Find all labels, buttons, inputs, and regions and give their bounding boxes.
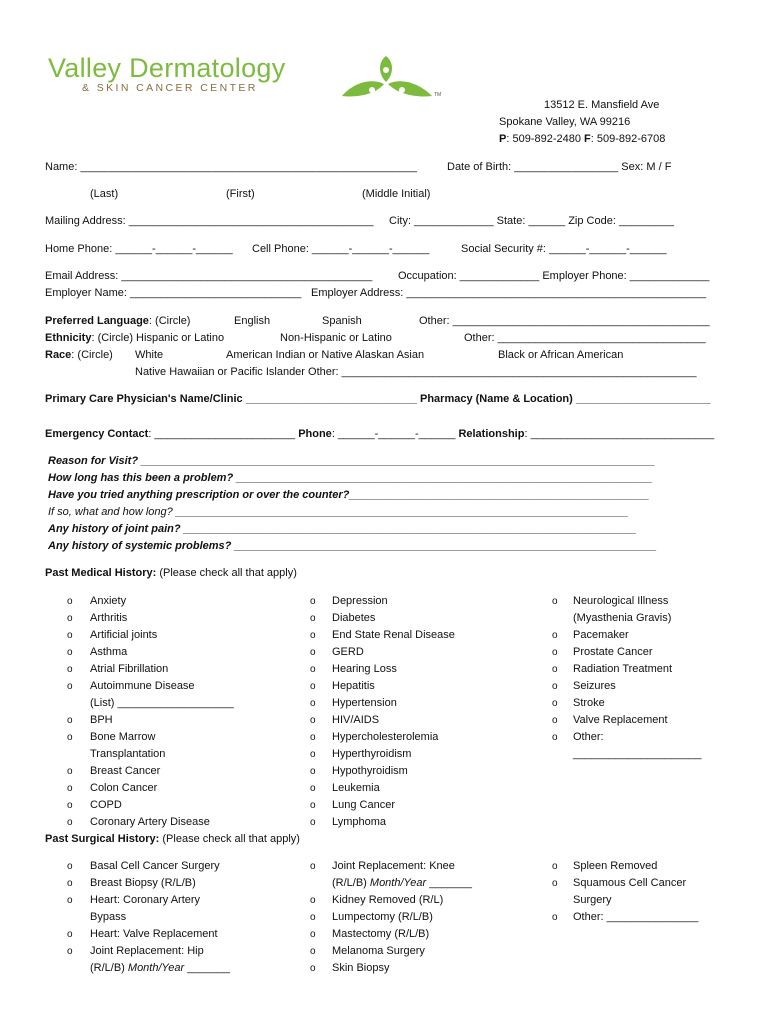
checkbox-bullet-icon[interactable]: o: [310, 800, 316, 811]
first-name-label: (First): [226, 188, 255, 200]
psh-hint: (Please check all that apply): [159, 833, 300, 845]
phone-fax-line: [499, 133, 665, 146]
checkbox-bullet-icon[interactable]: o: [310, 783, 316, 794]
employer-name-field[interactable]: Employer Name: ____________________________: [45, 287, 302, 299]
pmh-item: Breast Cancer: [90, 765, 161, 777]
pmh-item: Valve Replacement: [573, 714, 668, 726]
middle-initial-label: (Middle Initial): [362, 188, 431, 200]
checkbox-bullet-icon[interactable]: o: [310, 664, 316, 675]
pmh-item: Pacemaker: [573, 629, 629, 641]
checkbox-bullet-icon[interactable]: o: [310, 715, 316, 726]
checkbox-bullet-icon[interactable]: o: [310, 630, 316, 641]
ethnicity-non-hispanic-option[interactable]: Non-Hispanic or Latino: [280, 332, 392, 344]
ssn-field[interactable]: Social Security #: ______-______-______: [461, 243, 667, 255]
pmh-item: Seizures: [573, 680, 616, 692]
checkbox-bullet-icon[interactable]: o: [552, 878, 558, 889]
emergency-phone-line[interactable]: : ______-______-______: [331, 428, 459, 440]
checkbox-bullet-icon[interactable]: o: [67, 613, 73, 624]
checkbox-bullet-icon[interactable]: o: [67, 783, 73, 794]
psh-item: Mastectomy (R/L/B): [332, 928, 430, 940]
psh-item: Joint Replacement: Hip: [90, 945, 204, 957]
relationship-label: Relationship: [458, 428, 525, 440]
past-surgical-history-heading: [45, 833, 300, 846]
checkbox-bullet-icon[interactable]: o: [552, 698, 558, 709]
pmh-item: Anxiety: [90, 595, 127, 607]
psh-item: Heart: Coronary Artery: [90, 894, 201, 906]
pmh-item: Diabetes: [332, 612, 376, 624]
pmh-item: Lung Cancer: [332, 799, 395, 811]
checkbox-bullet-icon[interactable]: o: [67, 929, 73, 940]
psh-item: Joint Replacement: Knee: [332, 860, 455, 872]
checkbox-bullet-icon[interactable]: o: [67, 861, 73, 872]
checkbox-bullet-icon[interactable]: o: [552, 630, 558, 641]
checkbox-bullet-icon[interactable]: o: [67, 817, 73, 828]
checkbox-bullet-icon[interactable]: o: [310, 596, 316, 607]
checkbox-bullet-icon[interactable]: o: [310, 817, 316, 828]
race-label: [45, 349, 113, 362]
pmh-item: Prostate Cancer: [573, 646, 653, 658]
cell-phone-field[interactable]: Cell Phone: ______-______-______: [252, 243, 430, 255]
ethnicity-row: [45, 332, 224, 345]
psh-item: Breast Biopsy (R/L/B): [90, 877, 196, 889]
language-circle-hint: : (Circle): [148, 315, 191, 327]
trillium-logo-icon: [338, 52, 438, 100]
relationship-line[interactable]: : ______________________________: [524, 428, 715, 440]
emergency-contact-line[interactable]: : _______________________: [148, 428, 299, 440]
email-field[interactable]: Email Address: _________________________________________: [45, 270, 373, 282]
name-field[interactable]: Name: _______________________________________________________: [45, 161, 417, 173]
systemic-problems-field[interactable]: Any history of systemic problems? _____________________________________________________________________: [48, 540, 657, 552]
dob-sex-field[interactable]: Date of Birth: _________________ Sex: M / F: [447, 161, 672, 173]
preferred-language-label: [45, 315, 190, 328]
city-state-zip-field[interactable]: City: _____________ State: ______ Zip Code: _________: [389, 215, 675, 227]
pmh-item: Artificial joints: [90, 629, 158, 641]
pmh-item: Autoimmune Disease: [90, 680, 195, 692]
checkbox-bullet-icon[interactable]: o: [67, 878, 73, 889]
home-phone-field[interactable]: Home Phone: ______-______-______: [45, 243, 233, 255]
race-circle-hint: : (Circle): [71, 349, 113, 361]
checkbox-bullet-icon[interactable]: o: [310, 681, 316, 692]
pmh-item: Hypertension: [332, 697, 397, 709]
phone-label: P: [499, 133, 507, 145]
checkbox-bullet-icon[interactable]: o: [67, 800, 73, 811]
address-line-2: Spokane Valley, WA 99216: [499, 116, 631, 128]
primary-care-physician-field[interactable]: Primary Care Physician's Name/Clinic ____________________________: [45, 393, 418, 405]
checkbox-bullet-icon[interactable]: o: [552, 681, 558, 692]
pmh-item: Stroke: [573, 697, 605, 709]
checkbox-bullet-icon[interactable]: o: [310, 946, 316, 957]
pmh-item: Hepatitis: [332, 680, 375, 692]
pmh-item: COPD: [90, 799, 122, 811]
mailing-address-field[interactable]: Mailing Address: ________________________________________: [45, 215, 374, 227]
pmh-item: Transplantation: [90, 748, 166, 760]
psh-hip-date-part: (R/L/B): [90, 962, 128, 974]
race-label-bold: Race: [45, 349, 72, 361]
race-white-option[interactable]: White: [135, 349, 164, 361]
checkbox-bullet-icon[interactable]: o: [552, 715, 558, 726]
checkbox-bullet-icon[interactable]: o: [310, 732, 316, 743]
checkbox-bullet-icon[interactable]: o: [310, 963, 316, 974]
checkbox-bullet-icon[interactable]: o: [67, 715, 73, 726]
psh-hip-date-part: Month/Year: [127, 962, 185, 974]
tried-treatment-field[interactable]: Have you tried anything prescription or over the counter?_________________________________________________: [48, 489, 650, 501]
checkbox-bullet-icon[interactable]: o: [67, 596, 73, 607]
pmh-item: Neurological Illness: [573, 595, 669, 607]
pmh-item: Hypothyroidism: [332, 765, 408, 777]
joint-pain-field[interactable]: Any history of joint pain? __________________________________________________________________________: [48, 523, 637, 535]
psh-knee-date-part: _______: [426, 877, 473, 889]
checkbox-bullet-icon[interactable]: o: [67, 766, 73, 777]
psh-item: Kidney Removed (R/L): [332, 894, 444, 906]
checkbox-bullet-icon[interactable]: o: [552, 861, 558, 872]
checkbox-bullet-icon[interactable]: o: [310, 613, 316, 624]
checkbox-bullet-icon[interactable]: o: [67, 732, 73, 743]
last-name-label: (Last): [90, 188, 119, 200]
race-american-indian-asian-options[interactable]: American Indian or Native Alaskan Asian: [226, 349, 425, 361]
language-label-bold: Preferred Language: [45, 315, 149, 327]
checkbox-bullet-icon[interactable]: o: [552, 912, 558, 923]
pmh-item: Radiation Treatment: [573, 663, 673, 675]
checkbox-bullet-icon[interactable]: o: [310, 766, 316, 777]
pmh-item: Depression: [332, 595, 388, 607]
past-medical-history-heading: [45, 567, 297, 580]
emergency-contact-row[interactable]: [45, 428, 714, 441]
pmh-item: GERD: [332, 646, 364, 658]
checkbox-bullet-icon[interactable]: o: [552, 596, 558, 607]
checkbox-bullet-icon[interactable]: o: [67, 895, 73, 906]
fax-label: F: [584, 133, 591, 145]
ethnicity-label-bold: Ethnicity: [45, 332, 92, 344]
psh-hip-month-year-field[interactable]: [90, 962, 230, 975]
pmh-item: Other:: [573, 731, 604, 743]
pmh-item: Coronary Artery Disease: [90, 816, 210, 828]
pmh-item: Leukemia: [332, 782, 380, 794]
psh-item: Other: _______________: [573, 911, 699, 923]
pmh-hint: (Please check all that apply): [156, 567, 297, 579]
psh-title: Past Surgical History:: [45, 833, 160, 845]
psh-item: Basal Cell Cancer Surgery: [90, 860, 220, 872]
checkbox-bullet-icon[interactable]: o: [310, 749, 316, 760]
pmh-item: BPH: [90, 714, 113, 726]
psh-item: Melanoma Surgery: [332, 945, 425, 957]
checkbox-bullet-icon[interactable]: o: [67, 647, 73, 658]
checkbox-bullet-icon[interactable]: o: [310, 912, 316, 923]
checkbox-bullet-icon[interactable]: o: [67, 681, 73, 692]
pmh-item: (List) ___________________: [90, 697, 234, 709]
psh-knee-date-part: Month/Year: [369, 877, 427, 889]
reason-for-visit-field[interactable]: Reason for Visit? ____________________________________________________________________________________: [48, 455, 655, 467]
address-line-1: 13512 E. Mansfield Ave: [544, 99, 660, 111]
pmh-item: Arthritis: [90, 612, 128, 624]
psh-item: Surgery: [573, 894, 612, 906]
pmh-item: Hyperthyroidism: [332, 748, 412, 760]
emergency-phone-label: Phone: [298, 428, 332, 440]
race-native-hawaiian-other[interactable]: Native Hawaiian or Pacific Islander Other: __________________________________________________________: [135, 366, 697, 378]
if-so-field[interactable]: If so, what and how long? __________________________________________________________________________: [48, 506, 629, 518]
checkbox-bullet-icon[interactable]: o: [310, 698, 316, 709]
checkbox-bullet-icon[interactable]: o: [310, 929, 316, 940]
employer-address-field[interactable]: Employer Address: _________________________________________________: [311, 287, 707, 299]
ethnicity-other-field[interactable]: Other: __________________________________: [464, 332, 706, 344]
trademark-mark: TM: [434, 92, 442, 98]
occupation-field[interactable]: Occupation: _____________ Employer Phone: _____________: [398, 270, 710, 282]
language-other-field[interactable]: Other: __________________________________________: [419, 315, 710, 327]
checkbox-bullet-icon[interactable]: o: [552, 732, 558, 743]
pmh-item: (Myasthenia Gravis): [573, 612, 672, 624]
fax-value: : 509-892-6708: [590, 133, 666, 145]
race-black-option[interactable]: Black or African American: [498, 349, 624, 361]
pmh-item: Bone Marrow: [90, 731, 156, 743]
psh-item: Squamous Cell Cancer: [573, 877, 687, 889]
pmh-item: Asthma: [90, 646, 128, 658]
pmh-title: Past Medical History:: [45, 567, 157, 579]
checkbox-bullet-icon[interactable]: o: [552, 647, 558, 658]
checkbox-bullet-icon[interactable]: o: [310, 861, 316, 872]
psh-item: Heart: Valve Replacement: [90, 928, 218, 940]
psh-item: Lumpectomy (R/L/B): [332, 911, 433, 923]
pmh-item: Colon Cancer: [90, 782, 158, 794]
language-spanish-option[interactable]: Spanish: [322, 315, 362, 327]
psh-hip-date-part: _______: [184, 962, 231, 974]
logo-sub-text: & SKIN CANCER CENTER: [82, 82, 258, 94]
pmh-item: End State Renal Disease: [332, 629, 455, 641]
pmh-item: Lymphoma: [332, 816, 387, 828]
checkbox-bullet-icon[interactable]: o: [67, 946, 73, 957]
psh-item: Skin Biopsy: [332, 962, 390, 974]
checkbox-bullet-icon[interactable]: o: [310, 895, 316, 906]
pmh-item: Hearing Loss: [332, 663, 397, 675]
checkbox-bullet-icon[interactable]: o: [310, 647, 316, 658]
logo: [48, 54, 286, 94]
logo-main-text: Valley Dermatology: [48, 53, 286, 83]
ethnicity-hispanic-option[interactable]: : (Circle) Hispanic or Latino: [91, 332, 225, 344]
pmh-item: Atrial Fibrillation: [90, 663, 169, 675]
emergency-contact-label: Emergency Contact: [45, 428, 149, 440]
psh-item: Spleen Removed: [573, 860, 658, 872]
pmh-item: Hypercholesterolemia: [332, 731, 439, 743]
checkbox-bullet-icon[interactable]: o: [67, 630, 73, 641]
pmh-item: _____________________: [573, 748, 702, 760]
pmh-item: HIV/AIDS: [332, 714, 380, 726]
psh-knee-month-year-field[interactable]: [332, 877, 472, 890]
psh-knee-date-part: (R/L/B): [332, 877, 370, 889]
psh-item: Bypass: [90, 911, 127, 923]
checkbox-bullet-icon[interactable]: o: [552, 664, 558, 675]
language-english-option[interactable]: English: [234, 315, 271, 327]
phone-value: : 509-892-2480: [506, 133, 585, 145]
pharmacy-field[interactable]: Pharmacy (Name & Location) ______________________: [420, 393, 711, 405]
checkbox-bullet-icon[interactable]: o: [67, 664, 73, 675]
how-long-field[interactable]: How long has this been a problem? ____________________________________________________________________: [48, 472, 653, 484]
